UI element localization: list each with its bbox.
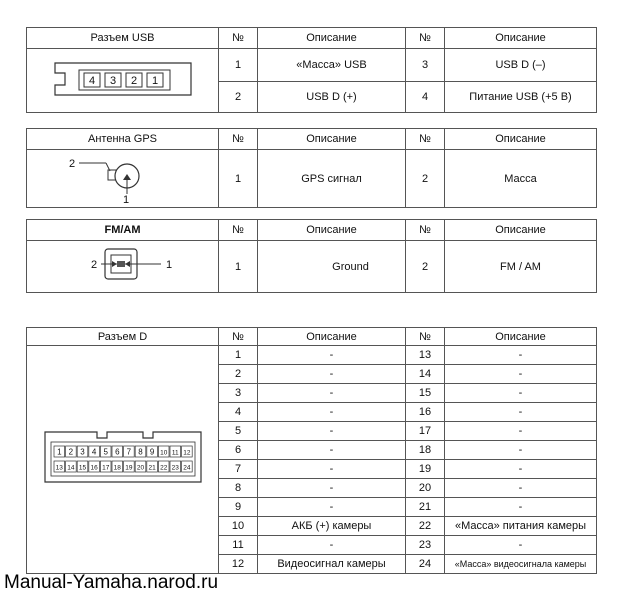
pin-description: USB D (+) — [258, 81, 406, 113]
pin-number: 8 — [219, 479, 258, 498]
gps-connector-diagram — [27, 150, 219, 208]
fmam-title: FM/AM — [27, 220, 219, 241]
pin-number: 1 — [219, 150, 258, 208]
col-no-header: № — [406, 220, 445, 241]
usb-pin-number: 2 — [130, 75, 137, 87]
connector-d-pinout-table — [26, 327, 597, 574]
connector-d-pin-number: 24 — [182, 464, 191, 472]
col-no-header: № — [219, 220, 258, 241]
connector-d-pin-number: 18 — [113, 464, 121, 472]
pin-number: 1 — [219, 241, 258, 293]
connector-d-pin-number: 22 — [159, 464, 167, 472]
fmam-label-2: 2 — [90, 259, 97, 271]
connector-d-pin-number: 19 — [124, 464, 133, 472]
col-no-header: № — [219, 328, 258, 346]
usb-title: Разъем USB — [27, 28, 219, 49]
col-no-header: № — [406, 28, 445, 49]
connector-d-pin-number: 8 — [137, 447, 143, 457]
connector-d-pin-number: 2 — [68, 447, 73, 457]
connector-d-pin-number: 4 — [91, 447, 96, 457]
connector-d-title: Разъем D — [27, 328, 219, 346]
pin-description: Масса — [445, 150, 597, 208]
gps-pinout-table — [26, 128, 597, 208]
pin-description: GPS сигнал — [258, 150, 406, 208]
pin-number: 3 — [406, 49, 445, 82]
pin-description: Видеосигнал камеры — [258, 555, 406, 574]
pin-number: 2 — [406, 241, 445, 293]
pin-description: - — [445, 346, 597, 365]
gps-label-1: 1 — [122, 194, 129, 204]
connector-d-drawing — [33, 408, 213, 508]
pin-description: - — [445, 384, 597, 403]
connector-d-pin-number: 13 — [55, 464, 63, 472]
pin-description: - — [258, 498, 406, 517]
pin-description: - — [445, 498, 597, 517]
pin-description: - — [258, 441, 406, 460]
connector-d-pin-number: 12 — [182, 449, 191, 457]
pin-number: 1 — [219, 346, 258, 365]
pin-description: FM / AM — [445, 241, 597, 293]
pin-number: 5 — [219, 422, 258, 441]
connector-d-pin-number: 16 — [89, 464, 98, 472]
pin-description: - — [258, 536, 406, 555]
usb-pin-number: 4 — [88, 75, 95, 87]
col-no-header: № — [406, 129, 445, 150]
pin-description: АКБ (+) камеры — [258, 517, 406, 536]
col-no-header: № — [219, 129, 258, 150]
connector-d-pin-number: 7 — [126, 447, 131, 457]
pin-number: 2 — [406, 150, 445, 208]
pin-number: 17 — [406, 422, 445, 441]
pin-number: 3 — [219, 384, 258, 403]
pin-number: 4 — [406, 81, 445, 113]
pin-description: - — [445, 365, 597, 384]
pin-description: - — [445, 422, 597, 441]
connector-d-diagram — [27, 346, 219, 574]
col-no-header: № — [406, 328, 445, 346]
fmam-label-1: 1 — [165, 259, 172, 271]
connector-d-pin-number: 17 — [101, 464, 109, 472]
col-desc-header: Описание — [258, 129, 406, 150]
pin-number: 20 — [406, 479, 445, 498]
table-row — [27, 346, 597, 365]
fmam-connector-diagram — [27, 241, 219, 293]
connector-d-pin-number: 5 — [102, 447, 108, 457]
col-desc-header: Описание — [445, 129, 597, 150]
gps-connector-drawing — [33, 150, 213, 204]
pin-number: 21 — [406, 498, 445, 517]
connector-d-pin-number: 14 — [66, 464, 75, 472]
col-desc-header: Описание — [258, 28, 406, 49]
pin-number: 11 — [219, 536, 258, 555]
col-desc-header: Описание — [445, 328, 597, 346]
connector-d-pin-number: 21 — [147, 464, 156, 472]
pin-description: - — [258, 346, 406, 365]
connector-d-pin-number: 10 — [159, 449, 167, 457]
pin-description: - — [445, 441, 597, 460]
pin-description: - — [258, 479, 406, 498]
fmam-pinout-table — [26, 219, 597, 293]
connector-d-pin-number: 9 — [149, 447, 154, 457]
pin-number: 9 — [219, 498, 258, 517]
pin-description: - — [258, 365, 406, 384]
col-no-header: № — [219, 28, 258, 49]
connector-d-pin-number: 20 — [136, 464, 144, 472]
pin-description: Ground — [258, 241, 406, 293]
pin-description: «Масса» питания камеры — [445, 517, 597, 536]
pin-description: Питание USB (+5 В) — [445, 81, 597, 113]
pin-number: 19 — [406, 460, 445, 479]
pin-description: - — [445, 460, 597, 479]
pin-number: 13 — [406, 346, 445, 365]
connector-d-pin-number: 11 — [171, 449, 179, 457]
usb-pin-number: 3 — [109, 75, 116, 87]
pin-number: 2 — [219, 81, 258, 113]
usb-connector-drawing — [33, 49, 213, 109]
pin-number: 16 — [406, 403, 445, 422]
pin-number: 4 — [219, 403, 258, 422]
pin-description: - — [258, 403, 406, 422]
pin-number: 10 — [219, 517, 258, 536]
usb-pinout-table — [26, 27, 597, 113]
col-desc-header: Описание — [258, 328, 406, 346]
pin-number: 23 — [406, 536, 445, 555]
usb-pin-number: 1 — [151, 75, 158, 87]
pin-description: «Масса» USB — [258, 49, 406, 82]
pin-description: - — [445, 536, 597, 555]
pin-number: 7 — [219, 460, 258, 479]
pin-number: 2 — [219, 365, 258, 384]
pin-number: 15 — [406, 384, 445, 403]
gps-title: Антенна GPS — [27, 129, 219, 150]
pin-number: 6 — [219, 441, 258, 460]
col-desc-header: Описание — [445, 220, 597, 241]
pin-number: 12 — [219, 555, 258, 574]
col-desc-header: Описание — [445, 28, 597, 49]
pin-description: - — [445, 479, 597, 498]
pin-description: USB D (–) — [445, 49, 597, 82]
gps-label-2: 2 — [68, 158, 75, 170]
pin-number: 22 — [406, 517, 445, 536]
pin-number: 14 — [406, 365, 445, 384]
pin-number: 1 — [219, 49, 258, 82]
connector-d-pin-number: 1 — [56, 447, 62, 457]
connector-d-pin-number: 23 — [171, 464, 179, 472]
pin-description: - — [258, 422, 406, 441]
pin-description: - — [258, 384, 406, 403]
connector-d-pin-number: 15 — [78, 464, 86, 472]
pin-number: 18 — [406, 441, 445, 460]
connector-d-pin-number: 3 — [79, 447, 85, 457]
col-desc-header: Описание — [258, 220, 406, 241]
fmam-connector-drawing — [33, 241, 213, 289]
pin-description: - — [258, 460, 406, 479]
pin-number: 24 — [406, 555, 445, 574]
watermark: Manual-Yamaha.narod.ru — [4, 572, 219, 593]
usb-connector-diagram — [27, 49, 219, 113]
pin-description: - — [445, 403, 597, 422]
pin-description: «Масса» видеосигнала камеры — [445, 555, 597, 574]
connector-d-pin-number: 6 — [114, 447, 120, 457]
